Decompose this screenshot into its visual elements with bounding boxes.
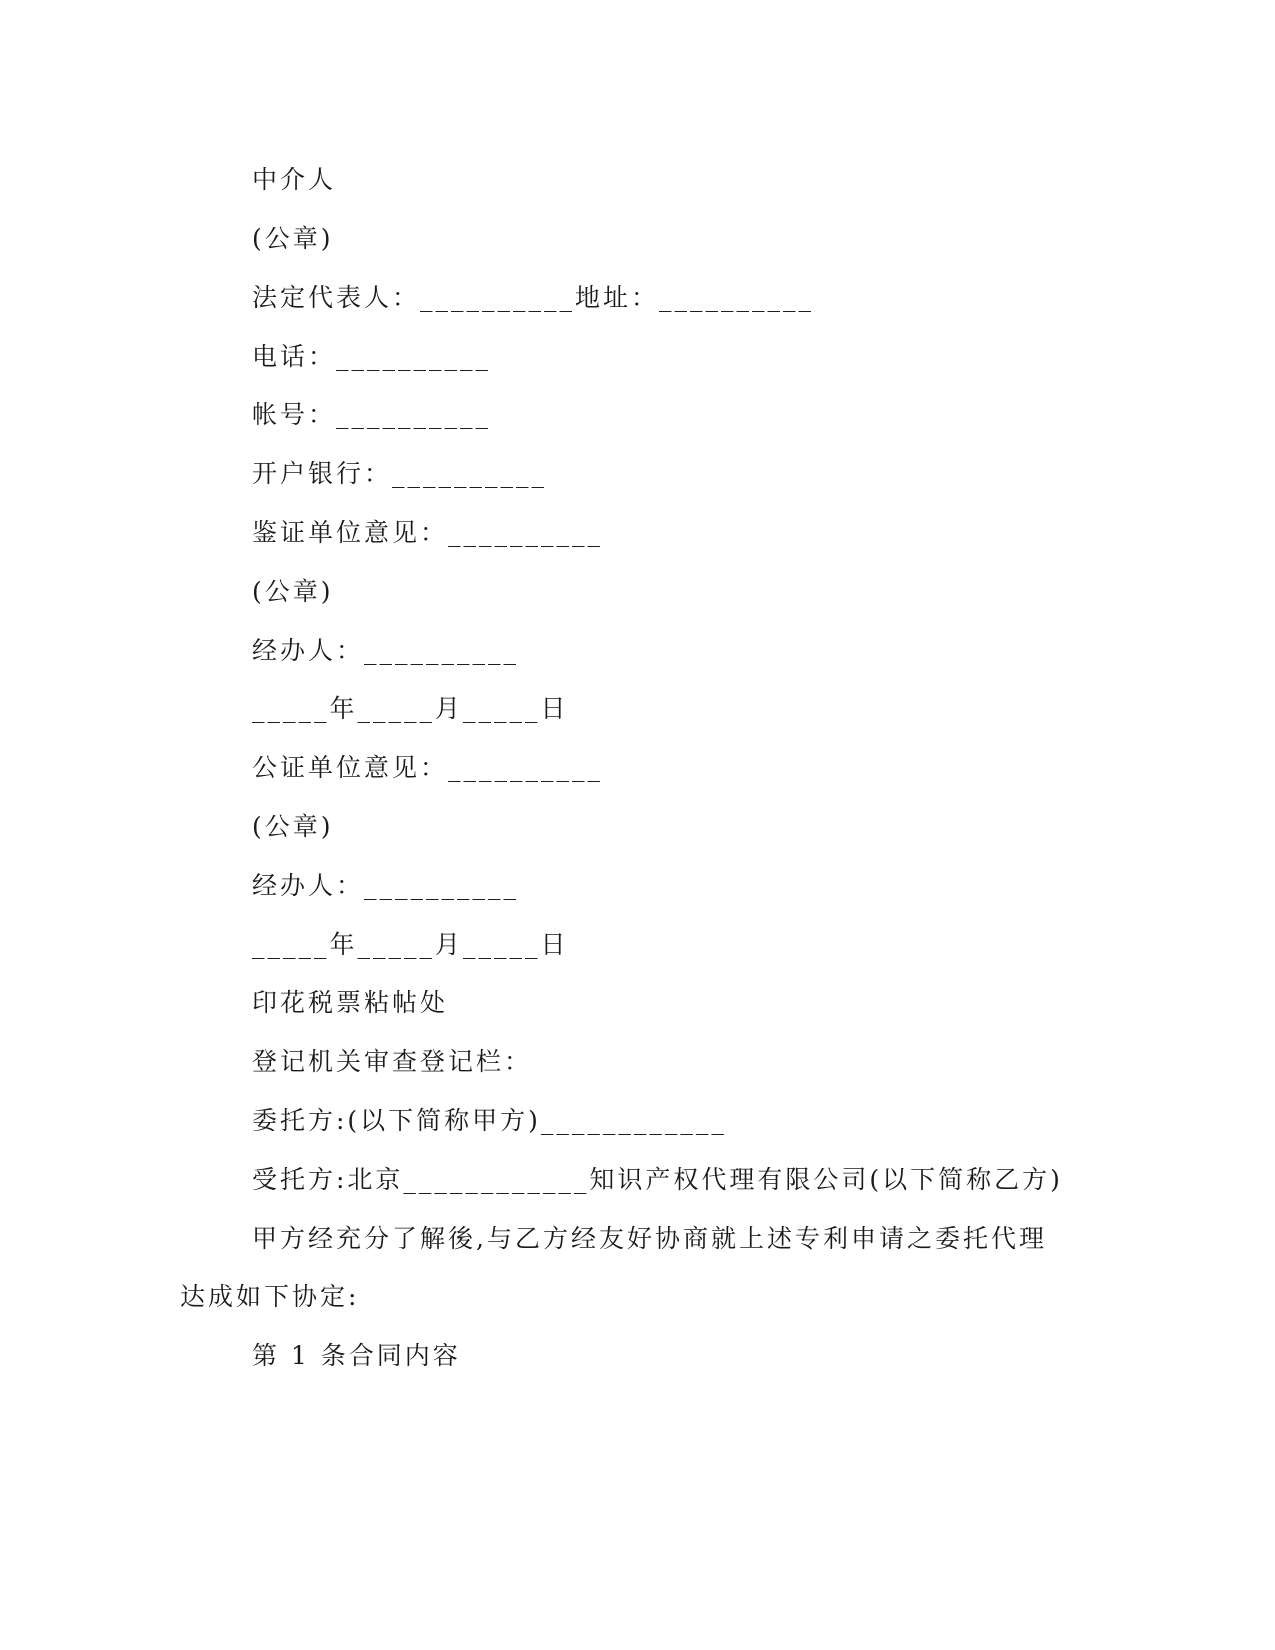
- bank-line: 开户银行：__________: [252, 459, 548, 488]
- attestation-opinion-line: 鉴证单位意见：__________: [252, 518, 604, 547]
- handler-line-1: 经办人：__________: [252, 636, 520, 665]
- principal-line: 委托方:(以下简称甲方)____________: [252, 1106, 727, 1135]
- seal-label-1: (公章): [252, 224, 334, 253]
- stamp-tax-area: 印花税票粘帖处: [252, 988, 449, 1017]
- legal-rep-address-line: 法定代表人：__________地址：__________: [252, 283, 815, 312]
- notary-opinion-line: 公证单位意见：__________: [252, 753, 604, 782]
- agreement-paragraph-line-2: 达成如下协定:: [180, 1282, 360, 1311]
- agreement-paragraph-line-1: 甲方经充分了解後,与乙方经友好协商就上述专利申请之委托代理: [252, 1224, 1047, 1253]
- date-line-2: _____年_____月_____日: [252, 930, 569, 959]
- registration-review-line: 登记机关审查登记栏：: [252, 1047, 533, 1076]
- handler-line-2: 经办人：__________: [252, 871, 520, 900]
- date-line-1: _____年_____月_____日: [252, 694, 569, 723]
- account-line: 帐号：__________: [252, 400, 492, 429]
- agent-line: 受托方:北京____________知识产权代理有限公司(以下简称乙方): [252, 1165, 1063, 1194]
- seal-label-3: (公章): [252, 812, 334, 841]
- seal-label-2: (公章): [252, 577, 334, 606]
- intermediary-heading: 中介人: [252, 165, 337, 194]
- article-1-heading: 第 1 条合同内容: [252, 1341, 461, 1370]
- phone-line: 电话：__________: [252, 342, 492, 371]
